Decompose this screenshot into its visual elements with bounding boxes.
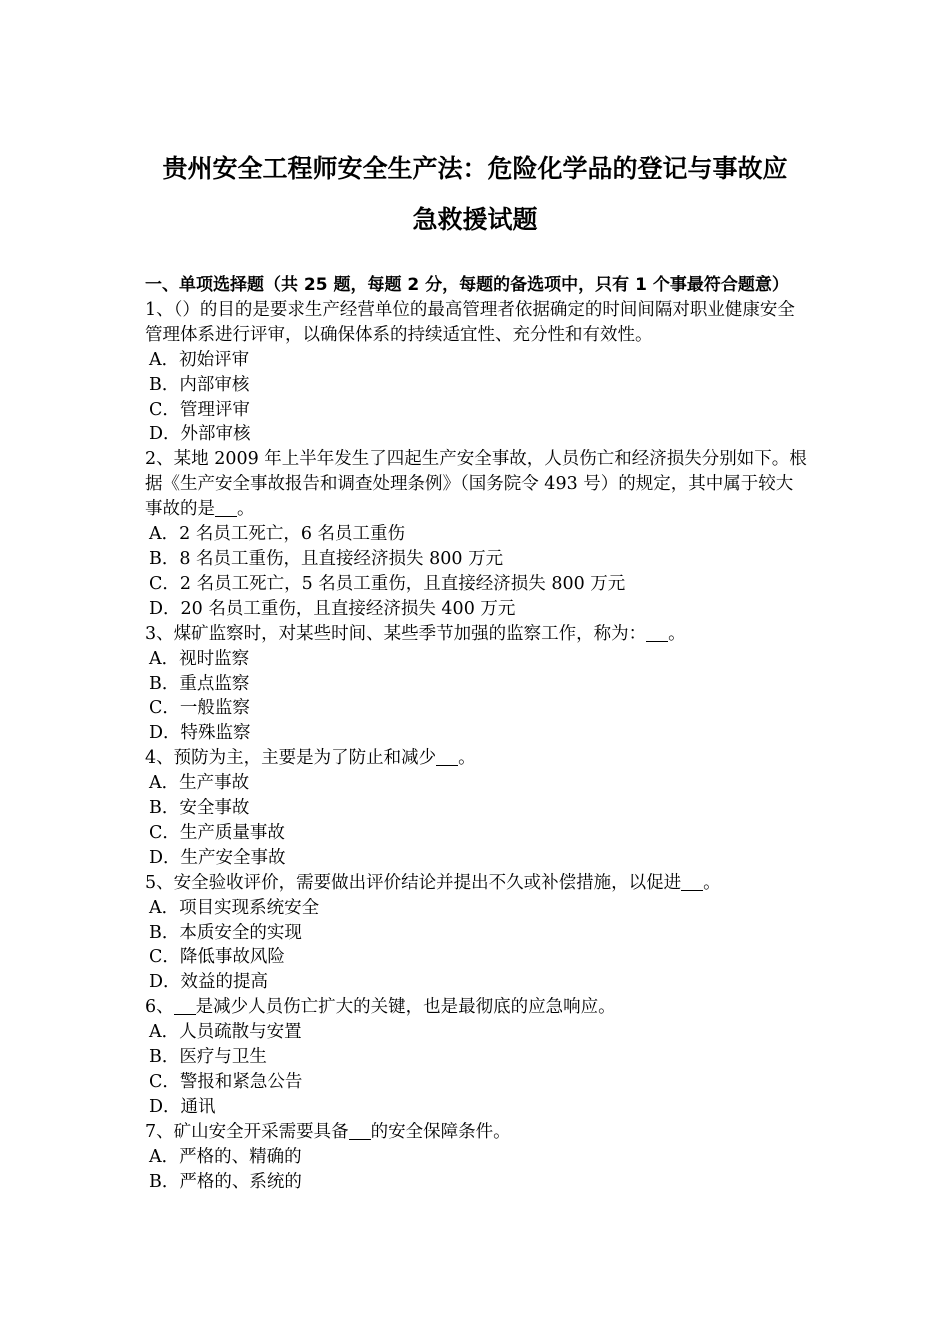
question-5-stem — [145, 871, 810, 896]
question-2-option-b: B．8 名员工重伤，且直接经济损失 800 万元 — [149, 548, 504, 569]
answer-blank — [174, 997, 196, 1016]
answer-blank — [349, 1121, 371, 1140]
question-1-stem: 1、（）的目的是要求生产经营单位的最高管理者依据确定的时间间隔对职业健康安全管理体系进行评审，以确保体系的持续适宜性、充分性和有效性。 — [145, 299, 795, 345]
question-3-stem — [145, 622, 810, 647]
question-6-option-d: D．通讯 — [149, 1096, 216, 1117]
question-2-option-a: A．2 名员工死亡，6 名员工重伤 — [149, 524, 406, 545]
question-6-stem-text: 6、 — [145, 997, 174, 1018]
answer-blank — [646, 623, 668, 642]
question-3-stem-text: 3、煤矿监察时，对某些时间、某些季节加强的监察工作，称为： — [145, 623, 647, 644]
question-6-option-c: C．警报和紧急公告 — [149, 1072, 303, 1092]
question-7-stem — [145, 1120, 810, 1145]
answer-blank — [681, 872, 703, 891]
answer-blank — [215, 499, 237, 518]
question-5-option-c: C．降低事故风险 — [149, 947, 285, 968]
question-4-stem-text: 4、预防为主，主要是为了防止和减少 — [145, 748, 437, 769]
question-2-stem — [145, 447, 810, 522]
question-4-option-a: A．生产事故 — [149, 773, 250, 794]
question-6-stem — [145, 995, 810, 1020]
question-3-option-d: D．特殊监察 — [149, 723, 251, 744]
question-5-option-a: A．项目实现系统安全 — [149, 897, 320, 918]
section-heading: 一、单项选择题（共 25 题，每题 2 分，每题的备选项中，只有 1 个事最符合题意） — [145, 275, 789, 295]
question-1-option-d: D．外部审核 — [149, 424, 251, 445]
question-3-option-c: C．一般监察 — [149, 698, 250, 719]
question-7-option-a: A．严格的、精确的 — [149, 1146, 302, 1167]
question-2-option-d: D．20 名员工重伤，且直接经济损失 400 万元 — [149, 598, 516, 619]
question-5-stem-end: 。 — [703, 872, 721, 893]
question-5-stem-text: 5、安全验收评价，需要做出评价结论并提出不久或补偿措施，以促进 — [145, 872, 682, 893]
question-7-stem-text: 7、矿山安全开采需要具备 — [145, 1121, 349, 1142]
question-5-option-b: B．本质安全的实现 — [149, 922, 302, 943]
question-3-option-b: B．重点监察 — [149, 673, 250, 694]
question-7-option-b: B．严格的、系统的 — [149, 1171, 302, 1192]
document-title-line-2: 急救援试题 — [412, 205, 538, 234]
question-4-stem-end: 。 — [458, 748, 476, 769]
question-1-option-c: C．管理评审 — [149, 399, 250, 420]
document-title-line-1: 贵州安全工程师安全生产法：危险化学品的登记与事故应 — [162, 154, 788, 183]
question-4-stem — [145, 746, 810, 771]
question-4-option-d: D．生产安全事故 — [149, 847, 286, 868]
question-1-option-a: A．初始评审 — [149, 349, 250, 370]
answer-blank — [436, 748, 458, 767]
question-6-stem-end: 是减少人员伤亡扩大的关键，也是最彻底的应急响应。 — [195, 997, 616, 1018]
question-7-stem-end: 的安全保障条件。 — [370, 1121, 511, 1142]
question-4-option-b: B．安全事故 — [149, 798, 250, 819]
document-body — [145, 273, 810, 1195]
question-3-option-a: A．视时监察 — [149, 648, 250, 669]
question-6-option-a: A．人员疏散与安置 — [149, 1022, 302, 1043]
question-4-option-c: C．生产质量事故 — [149, 822, 285, 843]
question-1-option-b: B．内部审核 — [149, 374, 250, 395]
question-2-stem-end: 。 — [237, 499, 255, 520]
question-2-option-c: C．2 名员工死亡，5 名员工重伤，且直接经济损失 800 万元 — [149, 573, 626, 594]
question-5-option-d: D．效益的提高 — [149, 972, 269, 993]
question-2-stem-text: 2、某地 2009 年上半年发生了四起生产安全事故，人员伤亡和经济损失分别如下。根据《生产安全事故报告和调查处理条例》（国务院令 493 号）的规定，其中属于较大事故的是 — [145, 449, 807, 520]
question-6-option-b: B．医疗与卫生 — [149, 1047, 267, 1068]
question-3-stem-end: 。 — [668, 623, 686, 644]
